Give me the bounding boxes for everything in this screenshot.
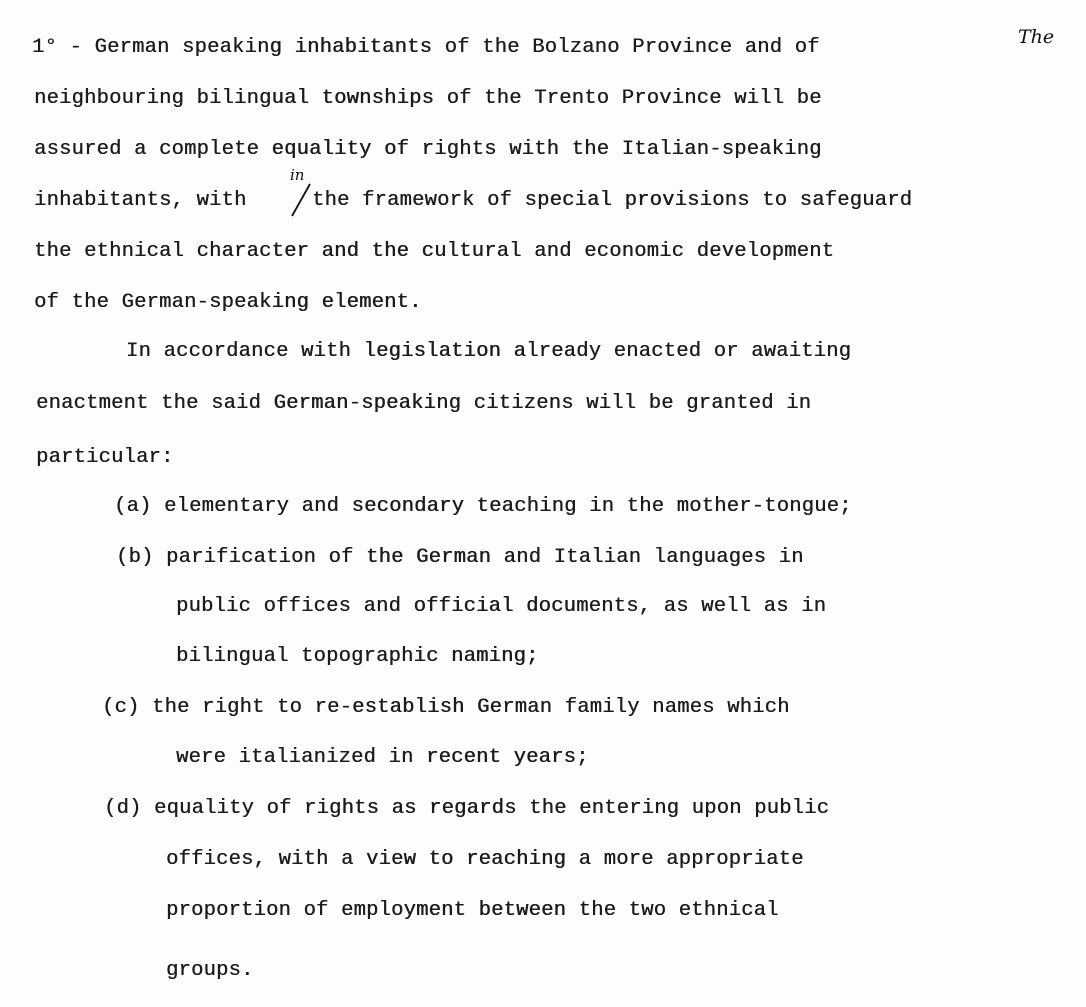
text-line-9: particular: xyxy=(36,446,174,469)
text-line-7: In accordance with legislation already enacted or awaiting xyxy=(126,340,852,363)
text-line-4b: the framework of special provisions to safeguard xyxy=(312,189,913,212)
list-item-d-line-4: groups. xyxy=(166,959,254,982)
list-item-c-line-2: were italianized in recent years; xyxy=(176,746,589,769)
list-item-a: (a) elementary and secondary teaching in the mother-tongue; xyxy=(114,495,852,518)
text-line-6: of the German-speaking element. xyxy=(34,291,422,314)
list-item-c-line-1: (c) the right to re-establish German family names which xyxy=(102,696,790,719)
text-line-8: enactment the said German-speaking citizens will be granted in xyxy=(36,392,812,415)
text-line-3: assured a complete equality of rights with the Italian-speaking xyxy=(34,138,822,161)
text-line-1: 1° - German speaking inhabitants of the Bolzano Province and of xyxy=(32,36,820,59)
text-line-5: the ethnical character and the cultural and economic development xyxy=(34,240,835,263)
list-item-b-line-2: public offices and official documents, as well as in xyxy=(176,595,827,618)
text-line-4a: inhabitants, with xyxy=(34,189,247,212)
list-item-d-line-3: proportion of employment between the two ethnical xyxy=(166,899,779,922)
handwritten-the-annotation: The xyxy=(1018,26,1055,48)
list-item-b-line-3: bilingual topographic naming; xyxy=(176,645,539,668)
list-item-d-line-2: offices, with a view to reaching a more appropriate xyxy=(166,848,804,871)
list-item-d-line-1: (d) equality of rights as regards the entering upon public xyxy=(104,797,830,820)
handwritten-in-annotation: in xyxy=(290,166,305,184)
list-item-b-line-1: (b) parification of the German and Italian languages in xyxy=(116,546,804,569)
text-line-2: neighbouring bilingual townships of the Trento Province will be xyxy=(34,87,822,110)
